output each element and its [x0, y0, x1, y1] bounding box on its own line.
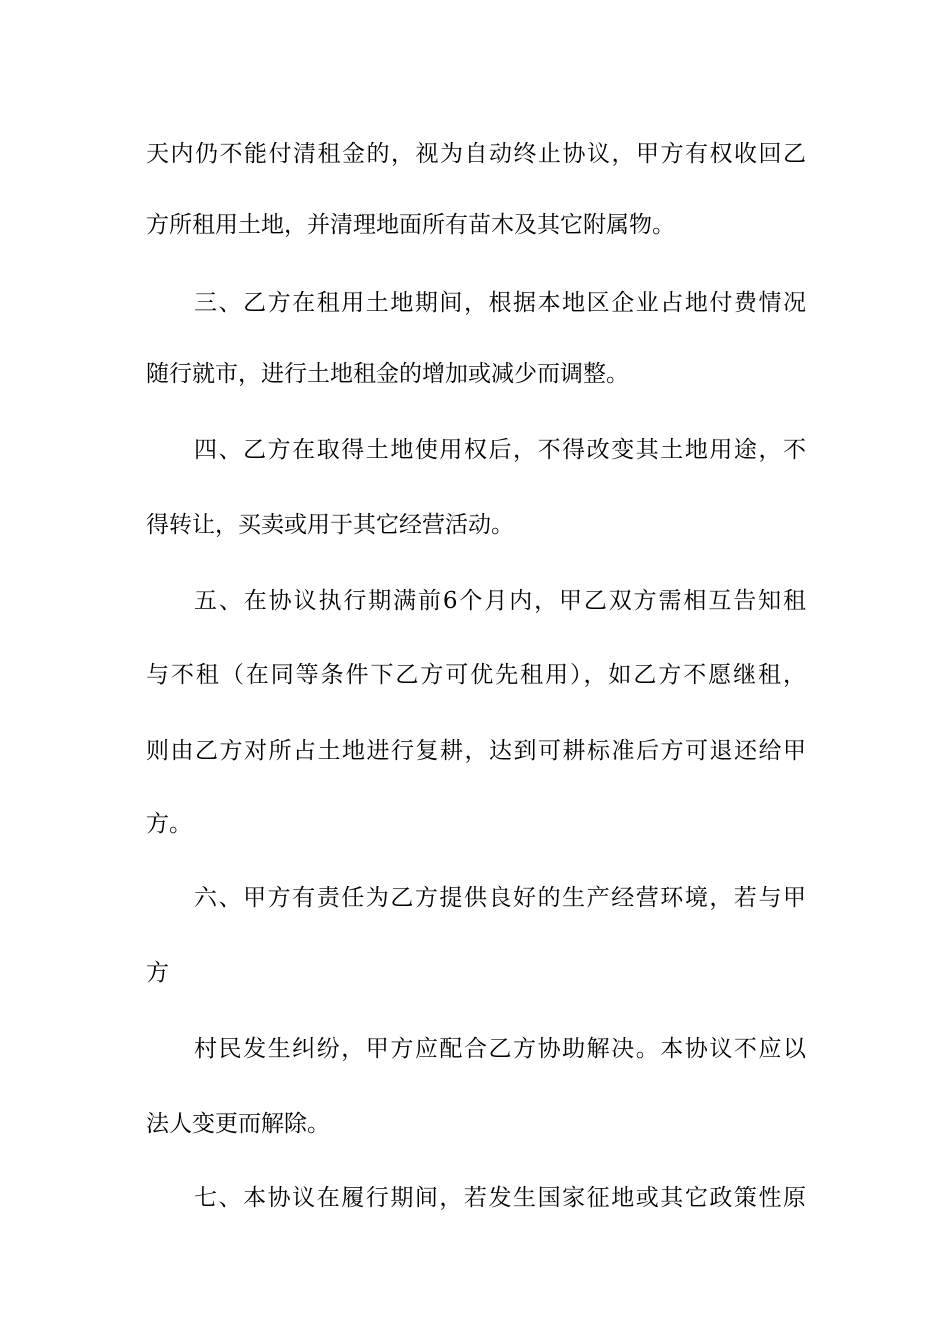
text-line: 天内仍不能付清租金的，视为自动终止协议，甲方有权收回乙: [146, 141, 806, 167]
text-line: 则由乙方对所占土地进行复耕，达到可耕标准后方可退还给甲: [146, 738, 806, 764]
text-line: 随行就市，进行土地租金的增加或减少而调整。: [146, 361, 629, 387]
text-line: 四、乙方在取得土地使用权后，不得改变其土地用途，不: [194, 437, 806, 463]
text-line: 方所租用土地，并清理地面所有苗木及其它附属物。: [146, 212, 675, 238]
text-line: 村民发生纠纷，甲方应配合乙方协助解决。本协议不应以: [194, 1036, 806, 1062]
text-line: 得转让，买卖或用于其它经营活动。: [146, 512, 514, 538]
text-line: 七、本协议在履行期间，若发生国家征地或其它政策性原: [194, 1185, 806, 1211]
text-line: 与不租（在同等条件下乙方可优先租用），如乙方不愿继租，: [146, 662, 806, 688]
text-line: 六、甲方有责任为乙方提供良好的生产经营环境，若与甲: [194, 885, 806, 911]
text-line: 五、在协议执行期满前6个月内，甲乙双方需相互告知租: [194, 588, 806, 614]
text-line: 方: [146, 960, 169, 986]
text-line: 三、乙方在租用土地期间，根据本地区企业占地付费情况: [194, 290, 806, 316]
text-line: 法人变更而解除。: [146, 1111, 330, 1137]
text-line: 方。: [146, 811, 192, 837]
